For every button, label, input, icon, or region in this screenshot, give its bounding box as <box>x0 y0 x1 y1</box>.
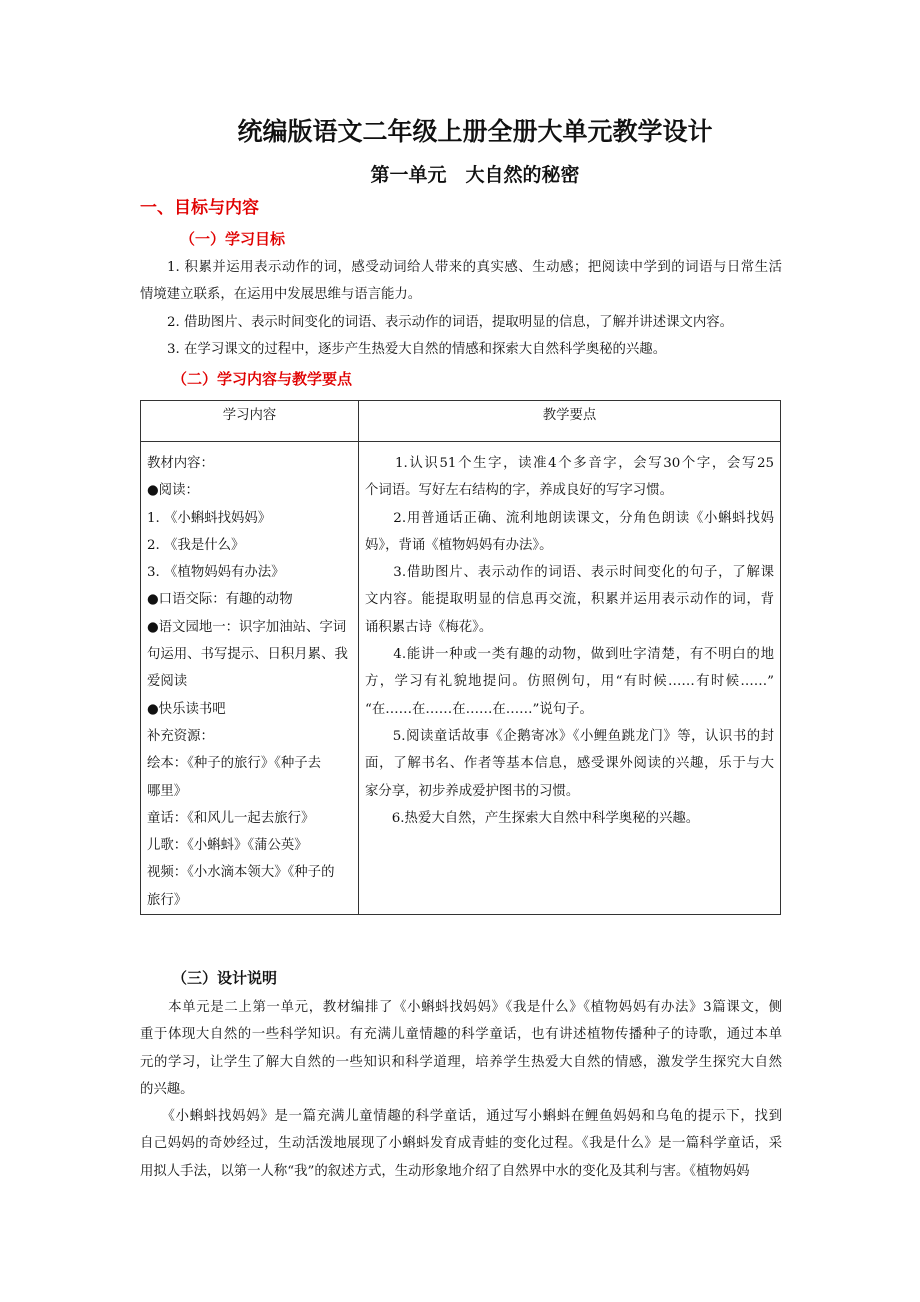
text-line: 1. 《小蝌蚪找妈妈》 <box>147 510 272 526</box>
table-header-content: 学习内容 <box>141 401 359 442</box>
text-line: 家分享，初步养成爱护图书的习惯。 <box>365 783 580 799</box>
text-line: ●口语交际：有趣的动物 <box>147 592 293 608</box>
document-title: 统编版语文二年级上册全册大单元教学设计 <box>237 117 713 146</box>
text-line: ●语文园地一：识字加油站、字词 <box>147 619 347 635</box>
text-line: 2.用普通话正确、流利地朗读课文，分角色朗读《小蝌蚪找妈 <box>365 510 774 526</box>
table-header-key-points: 教学要点 <box>359 401 781 442</box>
subheading-learning-goals: （一）学习目标 <box>180 230 286 248</box>
text-line: 句运用、书写提示、日积月累、我 <box>147 647 348 663</box>
learning-goals-list <box>140 254 782 363</box>
text-line: 方，学习有礼貌地提问。仿照例句，用“有时候……有时候……” <box>365 674 774 690</box>
text-line: ●阅读： <box>147 483 199 499</box>
text-line: 情境建立联系，在运用中发展思维与语言能力。 <box>140 287 422 303</box>
text-line: 2. 《我是什么》 <box>147 537 245 553</box>
table-cell-content <box>141 442 359 915</box>
section-heading-goals-content: 一、目标与内容 <box>140 198 259 218</box>
table-header-row <box>141 401 781 442</box>
content-lines <box>141 442 358 914</box>
text-line: 1. 积累并运用表示动作的词，感受动词给人带来的真实感、生动感；把阅读中学到的词语与日常生活 <box>167 260 782 275</box>
text-line: 4.能讲一种或一类有趣的动物，做到吐字清楚，有不明白的地 <box>365 647 774 663</box>
text-line: 补充资源： <box>147 728 214 744</box>
text-line: 妈》，背诵《植物妈妈有办法》。 <box>365 537 553 553</box>
text-line: 教材内容： <box>147 456 214 471</box>
text-line: 的兴趣。 <box>140 1081 194 1097</box>
text-line: 个词语。写好左右结构的字，养成良好的写字习惯。 <box>365 483 673 499</box>
key-point-lines <box>359 442 780 832</box>
text-line: ●快乐读书吧 <box>147 701 226 717</box>
unit-title: 第一单元 大自然的秘密 <box>370 164 580 186</box>
table-cell-key-points <box>359 442 781 915</box>
text-line: 元的学习，让学生了解大自然的一些知识和科学道理，培养学生热爱大自然的情感，激发学生探究大自然 <box>140 1054 782 1070</box>
text-line: 用拟人手法，以第一人称“我”的叙述方式，生动形象地介绍了自然界中水的变化及其利与害。《植物妈妈 <box>140 1163 750 1179</box>
text-line: 重于体现大自然的一些科学知识。有充满儿童情趣的科学童话，也有讲述植物传播种子的诗歌，通过本单 <box>140 1027 782 1043</box>
text-line: 1.认识51个生字，读准4个多音字，会写30个字，会写25 <box>365 456 774 471</box>
text-line: 2. 借助图片、表示时间变化的词语、表示动作的词语，提取明显的信息，了解并讲述课文内容。 <box>167 314 734 330</box>
text-line: 爱阅读 <box>147 674 188 690</box>
text-line: 3. 《植物妈妈有办法》 <box>147 565 285 581</box>
design-notes-paragraphs <box>140 994 782 1185</box>
text-line: 6.热爱大自然，产生探索大自然中科学奥秘的兴趣。 <box>365 810 700 826</box>
table-row <box>141 442 781 915</box>
text-line: 《小蝌蚪找妈妈》是一篇充满儿童情趣的科学童话，通过写小蝌蚪在鲤鱼妈妈和乌龟的提示下，找到 <box>140 1109 782 1125</box>
content-key-points-table <box>140 400 781 915</box>
text-line: 自己妈妈的奇妙经过，生动活泼地展现了小蝌蚪发育成青蛙的变化过程。《我是什么》是一篇科学童话，采 <box>140 1136 782 1152</box>
text-line: 童话：《和风儿一起去旅行》 <box>147 810 315 826</box>
text-line: 哪里》 <box>147 783 188 799</box>
subheading-design-notes: （三）设计说明 <box>172 969 278 987</box>
text-line: 儿歌：《小蝌蚪》《蒲公英》 <box>147 838 308 854</box>
text-line: “在……在……在……在……”说句子。 <box>365 701 593 717</box>
text-line: 3. 在学习课文的过程中，逐步产生热爱大自然的情感和探索大自然科学奥秘的兴趣。 <box>167 341 667 357</box>
text-line: 3.借助图片、表示动作的词语、表示时间变化的句子，了解课 <box>365 565 774 581</box>
subheading-content-key-points: （二）学习内容与教学要点 <box>172 370 353 388</box>
text-line: 旅行》 <box>147 892 188 908</box>
text-line: 面，了解书名、作者等基本信息，感受课外阅读的兴趣，乐于与大 <box>365 756 774 772</box>
text-line: 文内容。能提取明显的信息再交流，积累并运用表示动作的词，背 <box>365 592 774 608</box>
text-line: 本单元是二上第一单元，教材编排了《小蝌蚪找妈妈》《我是什么》《植物妈妈有办法》3篇课文，侧 <box>140 1000 782 1015</box>
text-line: 绘本：《种子的旅行》《种子去 <box>147 756 322 772</box>
text-line: 诵积累古诗《梅花》。 <box>365 619 493 635</box>
text-line: 5.阅读童话故事《企鹅寄冰》《小鲤鱼跳龙门》等，认识书的封 <box>365 728 774 744</box>
text-line: 视频：《小水滴本领大》《种子的 <box>147 865 335 881</box>
